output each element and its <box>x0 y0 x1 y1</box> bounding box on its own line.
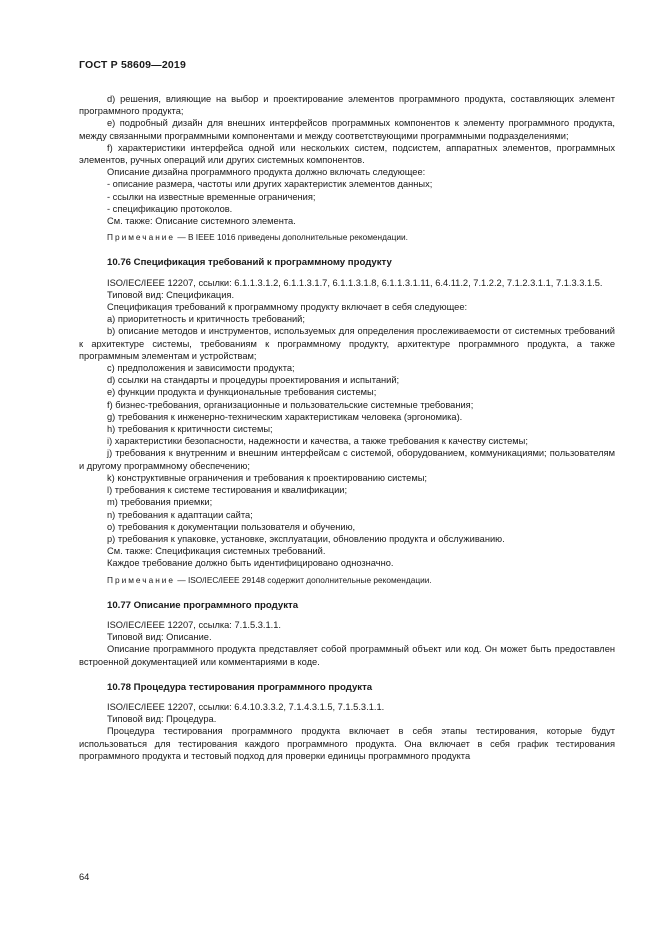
paragraph: Процедура тестирования программного продукта включает в себя этапы тестирования, которые будут использоваться для тестирования каждого программного продукта. Она включает в себя график тестирования программного продукта и тестовый подход для проверки единицы программного продукта <box>79 726 615 761</box>
paragraph: - ссылки на известные временные ограничения; <box>107 191 316 202</box>
paragraph: - спецификацию протоколов. <box>107 203 233 214</box>
paragraph: n) требования к адаптации сайта; <box>107 509 253 520</box>
paragraph: ISO/IEC/IEEE 12207, ссылки: 6.4.10.3.3.2, 7.1.4.3.1.5, 7.1.5.3.1.1. <box>107 701 385 712</box>
note-paragraph <box>79 231 615 243</box>
note-label: Примечание <box>107 232 176 243</box>
paragraph: Спецификация требований к программному продукту включает в себя следующее: <box>107 302 468 313</box>
document-header: ГОСТ Р 58609—2019 <box>79 59 187 71</box>
paragraph: l) требования к системе тестирования и квалификации; <box>107 485 348 496</box>
section-heading: 10.78 Процедура тестирования программного продукта <box>107 681 373 693</box>
paragraph: i) характеристики безопасности, надежности и качества, а также требования к качеству системы; <box>107 436 528 447</box>
paragraph: c) предположения и зависимости продукта; <box>107 363 295 374</box>
note-text: — ISO/IEC/IEEE 29148 содержит дополнительные рекомендации. <box>175 574 432 585</box>
paragraph: e) подробный дизайн для внешних интерфейсов программных компонентов к элементу программного продукта, между связанными программными компонентами и между соответствующими программными подразделениями; <box>79 118 615 141</box>
note-paragraph <box>79 574 615 586</box>
paragraph: ISO/IEC/IEEE 12207, ссылки: 6.1.1.3.1.2, 6.1.1.3.1.7, 6.1.1.3.1.8, 6.1.1.3.1.11, 6.4.11.2, 7.1.2.2, 7.1.2.3.1.1, 7.1.3.3.1.5. <box>107 277 603 288</box>
section-heading: 10.76 Спецификация требований к программному продукту <box>107 257 392 269</box>
paragraph: Типовой вид: Процедура. <box>107 714 217 725</box>
paragraph: f) бизнес-требования, организационные и пользовательские системные требования; <box>107 399 474 410</box>
paragraph: Типовой вид: Описание. <box>107 632 212 643</box>
note-text: — В IEEE 1016 приведены дополнительные рекомендации. <box>175 232 408 243</box>
paragraph: Описание программного продукта представляет собой программный объект или код. Он может быть предоставлен встроенной документацией или комментариями в коде. <box>79 644 615 667</box>
document-body <box>79 93 615 762</box>
paragraph: ISO/IEC/IEEE 12207, ссылка: 7.1.5.3.1.1. <box>107 619 281 630</box>
paragraph: f) характеристики интерфейса одной или нескольких систем, подсистем, аппаратных элементов, программных элементов, ручных операций или других системных компонентов. <box>79 142 615 166</box>
paragraph: Каждое требование должно быть идентифицировано однозначно. <box>107 558 394 569</box>
paragraph: d) решения, влияющие на выбор и проектирование элементов программного продукта, составляющих элемент программного продукта; <box>79 94 615 117</box>
paragraph: Типовой вид: Спецификация. <box>107 289 235 300</box>
paragraph: g) требования к инженерно-техническим характеристикам человека (эргономика). <box>107 411 463 422</box>
note-label: Примечание <box>107 574 176 585</box>
section-heading: 10.77 Описание программного продукта <box>107 599 299 611</box>
paragraph: e) функции продукта и функциональные требования системы; <box>107 387 377 398</box>
page-number: 64 <box>79 872 90 882</box>
paragraph: Описание дизайна программного продукта должно включать следующее: <box>107 167 426 178</box>
paragraph: o) требования к документации пользователя и обучению, <box>107 521 356 532</box>
paragraph: h) требования к критичности системы; <box>107 424 273 435</box>
paragraph: j) требования к внутренним и внешним интерфейсам с системой, оборудованием, коммуникациями; пользователям и другому программному обеспечению; <box>79 448 615 471</box>
paragraph: См. также: Спецификация системных требований. <box>107 546 326 557</box>
paragraph: p) требования к упаковке, установке, эксплуатации, обновлению продукта и обслуживанию. <box>107 533 505 544</box>
paragraph: - описание размера, частоты или других характеристик элементов данных; <box>107 179 433 190</box>
paragraph: См. также: Описание системного элемента. <box>107 216 296 227</box>
paragraph: m) требования приемки; <box>107 497 213 508</box>
paragraph: b) описание методов и инструментов, используемых для определения прослеживаемости от системных требований к архитектуре системы, требованиям к программному продукту, архитектуре программного продукта, а также программным элементам и устройствам; <box>79 326 615 361</box>
paragraph: k) конструктивные ограничения и требования к проектированию системы; <box>107 472 427 483</box>
paragraph: d) ссылки на стандарты и процедуры проектирования и испытаний; <box>107 375 400 386</box>
paragraph: a) приоритетность и критичность требований; <box>107 314 305 325</box>
